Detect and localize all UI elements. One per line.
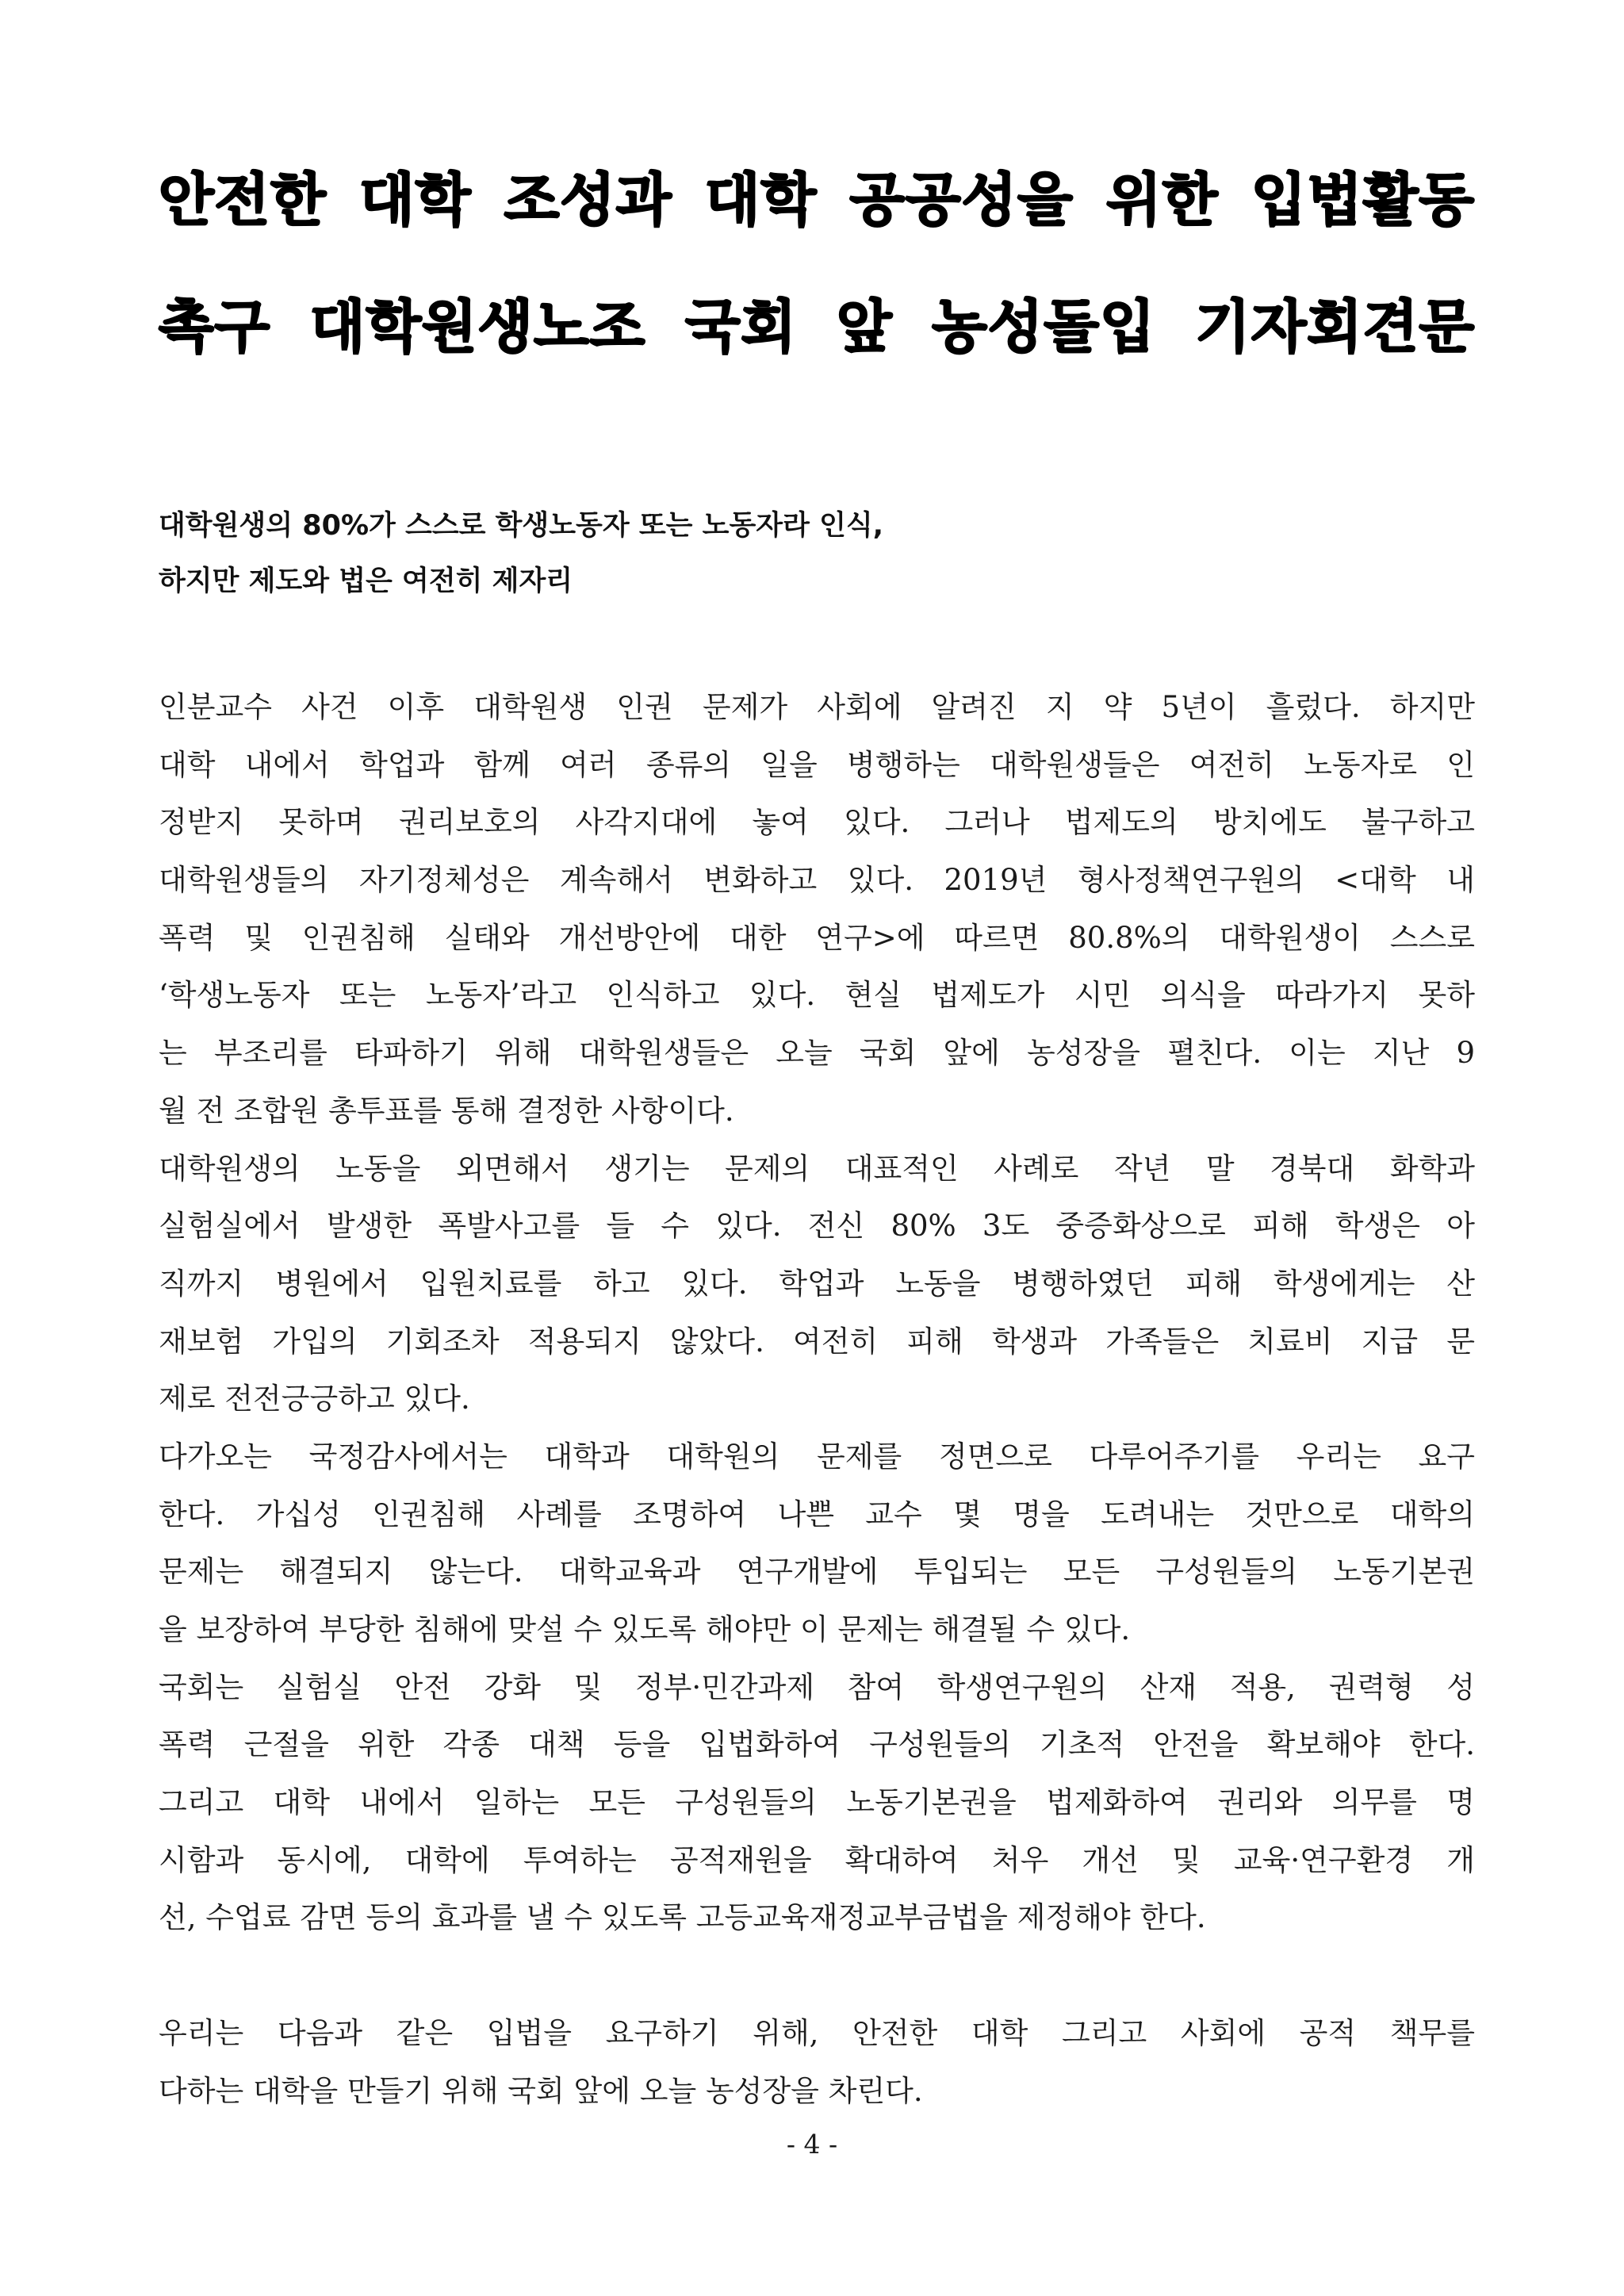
- body-line: 직까지 병원에서 입원치료를 하고 있다. 학업과 노동을 병행하였던 피해 학생에게는 산: [159, 1266, 1475, 1301]
- body-line: 다가오는 국정감사에서는 대학과 대학원의 문제를 정면으로 다루어주기를 우리는 요구: [159, 1439, 1475, 1474]
- title-line-2: 촉구 대학원생노조 국회 앞 농성돌입 기자회견문: [159, 293, 1475, 360]
- page-number: - 4 -: [786, 2129, 838, 2160]
- body-line: 대학원생들의 자기정체성은 계속해서 변화하고 있다. 2019년 형사정책연구원의 <대학 내: [159, 863, 1475, 898]
- body-line: 한다. 가십성 인권침해 사례를 조명하여 나쁜 교수 몇 명을 도려내는 것만으로 대학의: [159, 1497, 1475, 1531]
- document-body: [159, 679, 1475, 2120]
- subheading-line-1: 대학원생의 80%가 스스로 학생노동자 또는 노동자라 인식,: [159, 510, 884, 542]
- body-line: 폭력 및 인권침해 실태와 개선방안에 대한 연구>에 따르면 80.8%의 대학원생이 스스로: [159, 920, 1475, 955]
- body-line: 대학 내에서 학업과 함께 여러 종류의 일을 병행하는 대학원생들은 여전히 노동자로 인: [159, 747, 1475, 782]
- body-line: 그리고 대학 내에서 일하는 모든 구성원들의 노동기본권을 법제화하여 권리와 의무를 명: [159, 1785, 1475, 1820]
- body-line: ‘학생노동자 또는 노동자’라고 인식하고 있다. 현실 법제도가 시민 의식을 따라가지 못하: [159, 978, 1475, 1013]
- blank-line: [159, 1947, 1475, 2005]
- body-line: 인분교수 사건 이후 대학원생 인권 문제가 사회에 알려진 지 약 5년이 흘렀다. 하지만: [159, 690, 1475, 724]
- body-line: 제로 전전긍긍하고 있다.: [159, 1382, 470, 1416]
- subheading-line-2: 하지만 제도와 법은 여전히 제자리: [159, 565, 573, 597]
- title-line-1: 안전한 대학 조성과 대학 공공성을 위한 입법활동: [159, 167, 1475, 233]
- body-line: 실험실에서 발생한 폭발사고를 들 수 있다. 전신 80% 3도 중증화상으로 피해 학생은 아: [159, 1209, 1475, 1244]
- body-line: 시함과 동시에, 대학에 투여하는 공적재원을 확대하여 처우 개선 및 교육·연구환경 개: [159, 1842, 1475, 1877]
- document-title: [159, 136, 1475, 390]
- body-line: 을 보장하여 부당한 침해에 맞설 수 있도록 해야만 이 문제는 해결될 수 있다.: [159, 1612, 1131, 1646]
- body-line: 선, 수업료 감면 등의 효과를 낼 수 있도록 고등교육재정교부금법을 제정해야 한다.: [159, 1900, 1206, 1935]
- document-subheading: [159, 498, 1475, 609]
- body-line: 재보험 가입의 기회조차 적용되지 않았다. 여전히 피해 학생과 가족들은 치료비 지급 문: [159, 1324, 1475, 1359]
- body-line: 대학원생의 노동을 외면해서 생기는 문제의 대표적인 사례로 작년 말 경북대 화학과: [159, 1151, 1475, 1186]
- body-line: 폭력 근절을 위한 각종 대책 등을 입법화하여 구성원들의 기초적 안전을 확보해야 한다.: [159, 1727, 1475, 1762]
- body-line: 문제는 해결되지 않는다. 대학교육과 연구개발에 투입되는 모든 구성원들의 노동기본권: [159, 1554, 1475, 1589]
- body-line: 정받지 못하며 권리보호의 사각지대에 놓여 있다. 그러나 법제도의 방치에도 불구하고: [159, 805, 1475, 840]
- body-line: 우리는 다음과 같은 입법을 요구하기 위해, 안전한 대학 그리고 사회에 공적 책무를: [159, 2015, 1475, 2050]
- body-line: 다하는 대학을 만들기 위해 국회 앞에 오늘 농성장을 차린다.: [159, 2073, 923, 2108]
- body-line: 는 부조리를 타파하기 위해 대학원생들은 오늘 국회 앞에 농성장을 펼친다. 이는 지난 9: [159, 1036, 1475, 1071]
- body-line: 국회는 실험실 안전 강화 및 정부·민간과제 참여 학생연구원의 산재 적용, 권력형 성: [159, 1669, 1475, 1704]
- body-line: 월 전 조합원 총투표를 통해 결정한 사항이다.: [159, 1093, 734, 1128]
